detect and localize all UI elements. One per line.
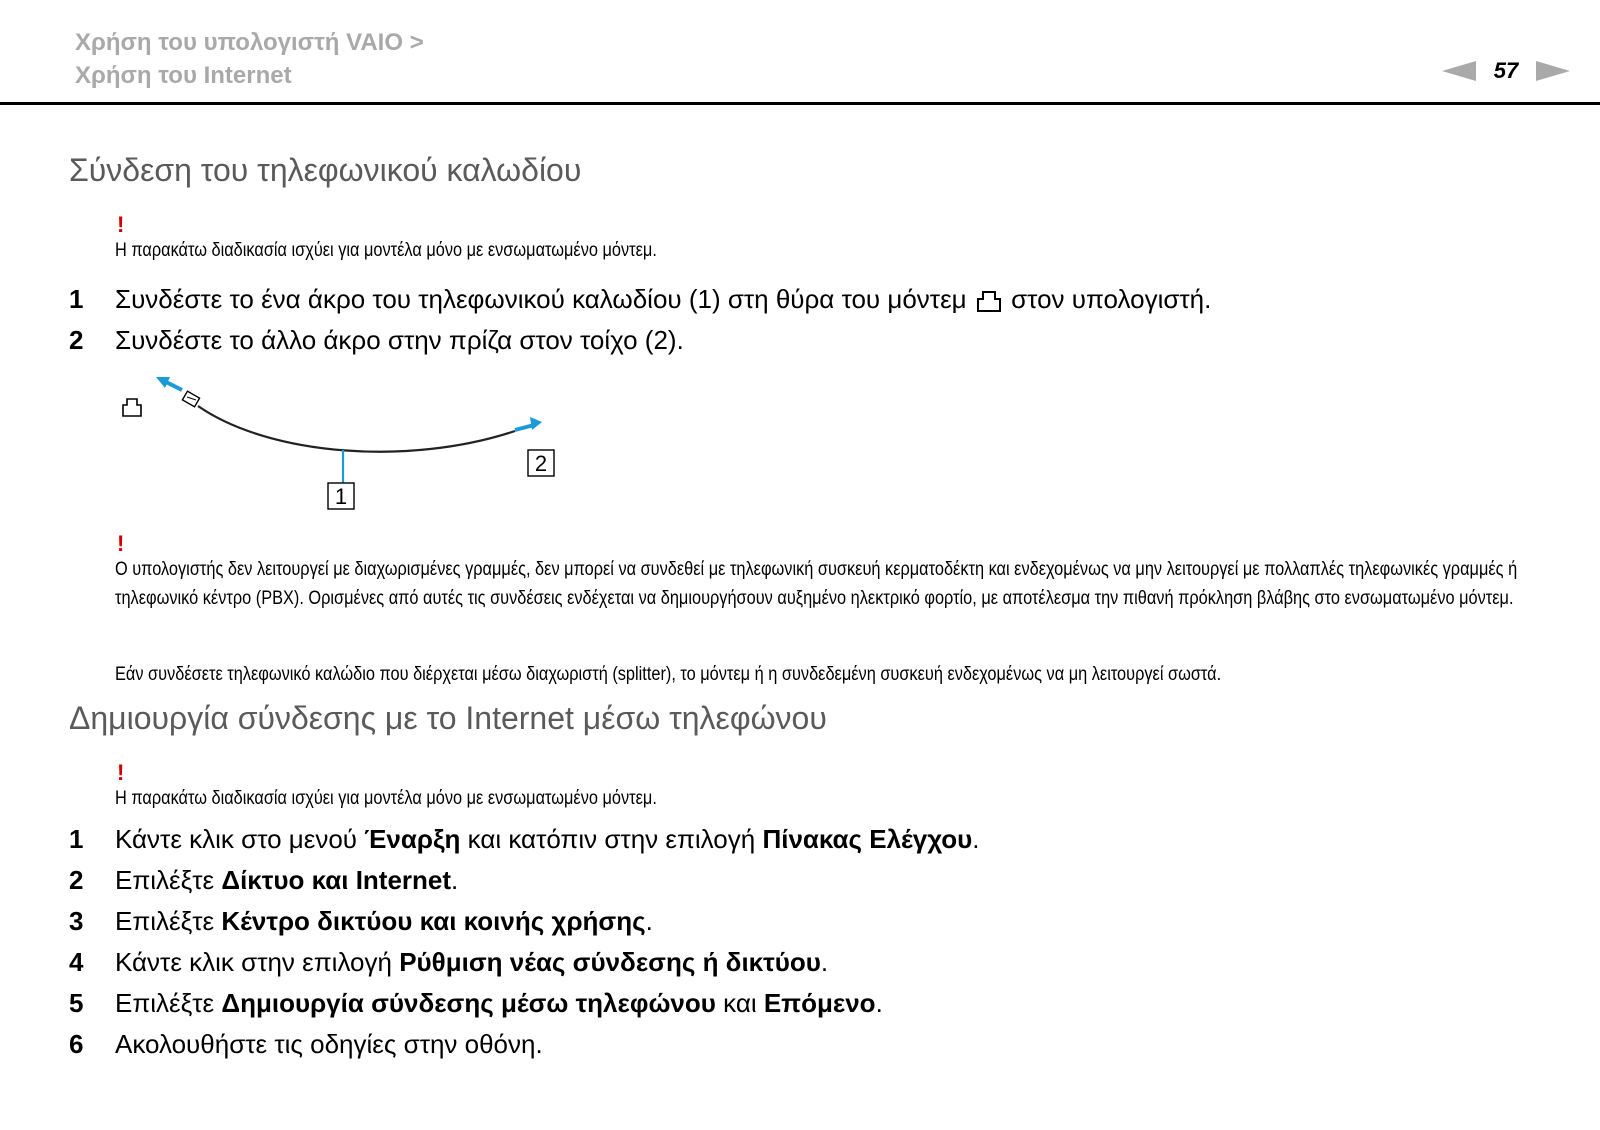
step-text: Κάντε κλικ στο μενού [115,824,365,854]
warning-icon: ! [117,212,125,237]
breadcrumb [75,26,424,92]
network-internet-label: Δίκτυο και Internet [221,865,452,895]
splitter-note: Εάν συνδέσετε τηλεφωνικό καλώδιο που διέρχεται μέσω διαχωριστή (splitter), το μόντεμ ή η συνδεδεμένη συσκευή ενδεχομένως να μη λειτουργεί σωστά. [115,664,1222,685]
previous-page-arrow-icon[interactable] [1442,61,1476,81]
step-number: 6 [69,1029,84,1059]
warning-icon: ! [117,760,125,785]
step-number: 1 [69,824,84,854]
step-2 [69,323,684,357]
control-panel-label: Πίνακας Ελέγχου [762,824,973,854]
section-title-phone-cable: Σύνδεση του τηλεφωνικού καλωδίου [69,152,582,188]
step-text: Συνδέστε το ένα άκρο του τηλεφωνικού καλωδίου (1) στη θύρα του μόντεμ [115,284,967,314]
arrow-to-modem-icon [156,377,182,390]
step-5: 5 Επιλέξτε Δημιουργία σύνδεσης μέσω τηλεφώνου και Επόμενο. [69,988,883,1018]
warning-text: Η παρακάτω διαδικασία ισχύει για μοντέλα μόνο με ενσωματωμένο μόντεμ. [115,240,657,261]
step-number: 4 [69,947,84,977]
warning-icon: ! [117,531,125,556]
step-text-end: στον υπολογιστή. [1011,284,1212,314]
phone-plug-icon [182,391,199,407]
warning-text: Η παρακάτω διαδικασία ισχύει για μοντέλα μόνο με ενσωματωμένο μόντεμ. [115,788,657,809]
step-text: Συνδέστε το άλλο άκρο στην πρίζα στον τοίχο (2). [115,325,684,355]
breadcrumb-current: Χρήση του Internet [75,62,292,89]
section-title-dialup: Δημιουργία σύνδεσης με το Internet μέσω τηλεφώνου [69,700,827,736]
breadcrumb-parent-link[interactable]: Χρήση του υπολογιστή VAIO > [75,29,424,56]
step-number: 5 [69,988,84,1018]
modem-port-icon [123,399,141,416]
warning-text-lines: Ο υπολογιστής δεν λειτουργεί με διαχωρισμένες γραμμές, δεν μπορεί να συνδεθεί με τηλεφωνική συσκευή κερματοδέκτη και ενδεχομένως να μην λειτουργεί με πολλαπλές τηλεφωνικές γραμμές ή τηλεφωνικό κέντρο (PBX). Ορισμένες από αυτές τις συνδέσεις ενδέχεται να δημιουργήσουν αυξημένο ηλεκτρικό φορτίο, με αποτέλεσμα την πιθανή πρόκληση βλάβης στο ενσωματωμένο μόντεμ. [115,559,1518,609]
step-number: 2 [69,865,84,895]
page-navigation [1442,58,1570,84]
phone-cable [198,406,515,452]
step-number: 3 [69,906,84,936]
step-6 [69,1027,543,1061]
step-number: 1 [69,284,84,314]
header-divider [0,102,1600,105]
start-menu-label: Έναρξη [364,824,461,854]
callout-label-2: 2 [534,451,548,476]
next-label: Επόμενο [763,988,876,1018]
step-number: 2 [69,325,84,355]
dialup-connection-label: Δημιουργία σύνδεσης μέσω τηλεφώνου [221,988,716,1018]
step-1 [69,282,1211,316]
phone-cable-diagram [110,376,570,521]
page-number: 57 [1493,58,1519,83]
callout-label-1: 1 [334,484,348,509]
next-page-arrow-icon[interactable] [1536,61,1570,81]
arrow-to-wall-icon [515,417,542,430]
step-1: 1 Κάντε κλικ στο μενού Έναρξη και κατόπιν στην επιλογή Πίνακας Ελέγχου. [69,824,980,854]
step-4: 4 Κάντε κλικ στην επιλογή Ρύθμιση νέας σύνδεσης ή δικτύου. [69,947,829,977]
step-2: 2 Επιλέξτε Δίκτυο και Internet. [69,865,459,895]
network-sharing-center-label: Κέντρο δικτύου και κοινής χρήσης [221,906,646,936]
modem-port-icon [976,289,1002,313]
step-3: 3 Επιλέξτε Κέντρο δικτύου και κοινής χρήσης. [69,906,653,936]
setup-connection-label: Ρύθμιση νέας σύνδεσης ή δικτύου [399,947,821,977]
step-text: Ακολουθήστε τις οδηγίες στην οθόνη. [115,1029,543,1059]
